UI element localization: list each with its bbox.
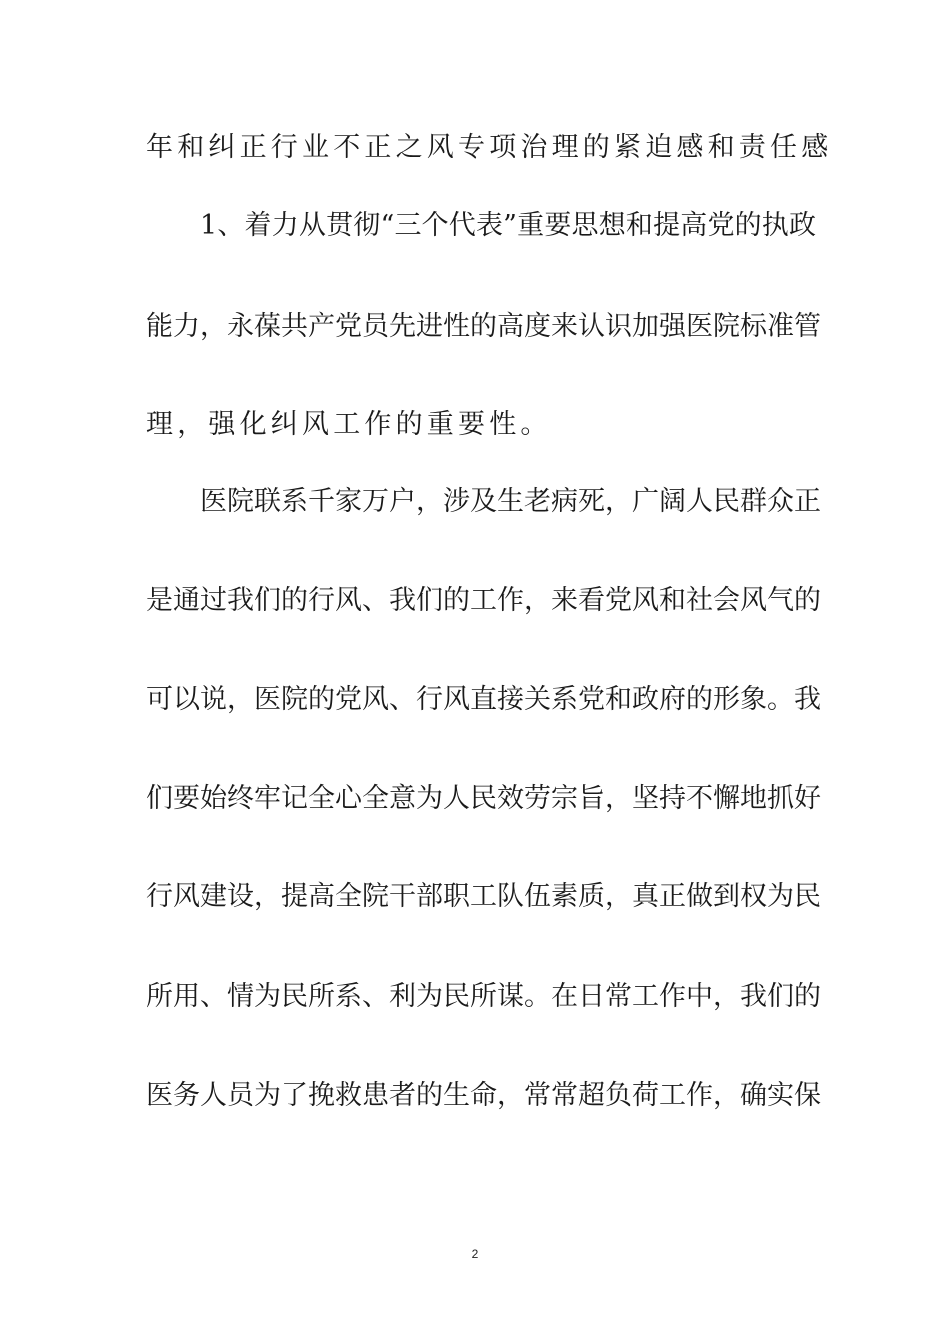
text-line-1: 年和纠正行业不正之风专项治理的紧迫感和责任感 [146,132,833,163]
text-line-6: 是通过我们的行风、我们的工作，来看党风和社会风气的 [146,585,821,616]
text-line-2: 1、着力从贯彻“三个代表”重要思想和提高党的执政 [200,210,816,241]
text-line-3: 能力，永葆共产党员先进性的高度来认识加强医院标准管 [146,311,821,342]
text-line-9: 行风建设，提高全院干部职工队伍素质，真正做到权为民 [146,881,821,912]
page-number: 2 [471,1247,479,1261]
text-line-8: 们要始终牢记全心全意为人民效劳宗旨，坚持不懈地抓好 [146,783,821,814]
text-line-5: 医院联系千家万户，涉及生老病死，广阔人民群众正 [200,486,821,517]
text-line-4: 理，强化纠风工作的重要性。 [146,409,552,440]
text-line-10: 所用、情为民所系、利为民所谋。在日常工作中，我们的 [146,981,821,1012]
text-line-7: 可以说，医院的党风、行风直接关系党和政府的形象。我 [146,684,821,715]
text-line-11: 医务人员为了挽救患者的生命，常常超负荷工作，确实保 [146,1080,821,1111]
